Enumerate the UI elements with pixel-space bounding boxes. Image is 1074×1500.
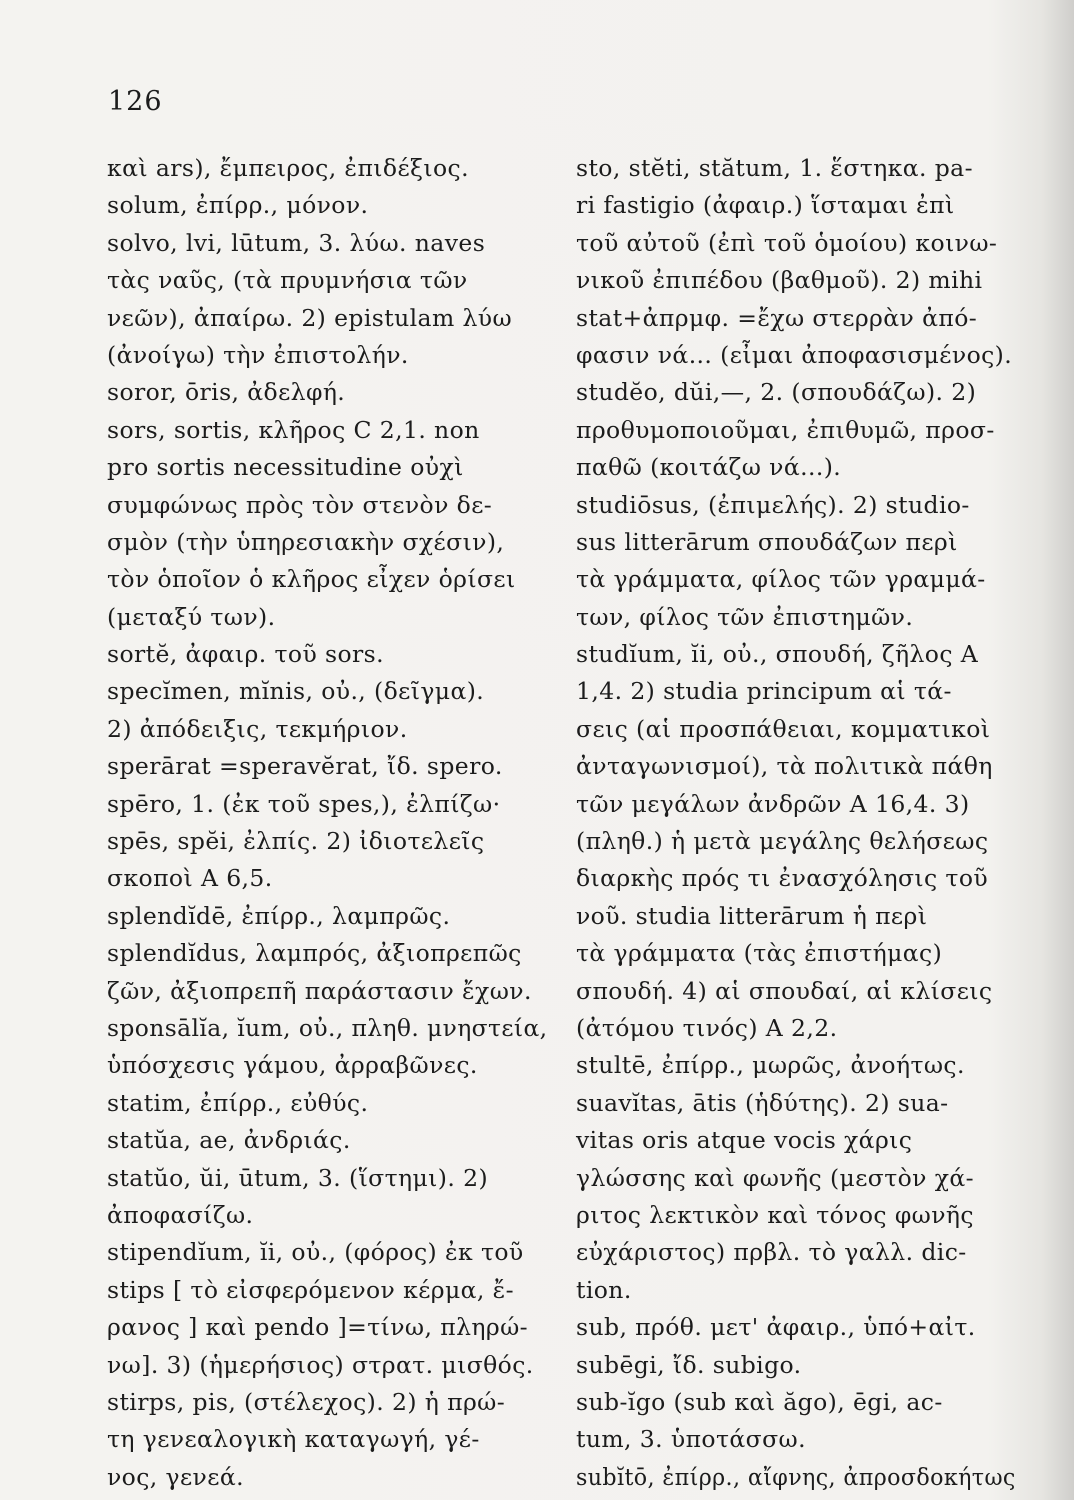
text-line: sto, stĕti, stătum, 1. ἕστηκα. pa- — [576, 154, 973, 182]
text-line: (ἀτόμου τινός) A 2,2. — [576, 1013, 838, 1042]
text-line: sus litterārum σπουδάζων περὶ — [576, 527, 958, 556]
text-line: 1,4. 2) studia principum αἱ τά- — [576, 677, 952, 706]
text-line: suavĭtas, ātis (ἡδύτης). 2) sua- — [576, 1088, 949, 1117]
text-line: statim, ἐπίρρ., εὐθύς. — [107, 1088, 369, 1117]
text-line: τῶν μεγάλων ἀνδρῶν A 16,4. 3) — [576, 789, 970, 818]
text-line: sortĕ, ἀφαιρ. τοῦ sors. — [107, 640, 384, 669]
text-line: παθῶ (κοιτάζω νά...). — [576, 453, 842, 482]
text-line: vitas oris atque vocis χάρις — [576, 1126, 913, 1155]
text-line: stultē, ἐπίρρ., μωρῶς, ἀνοήτως. — [576, 1051, 965, 1080]
text-line: soror, ōris, ἀδελφή. — [107, 378, 346, 407]
text-line: τὰς ναῦς, (τὰ πρυμνήσια τῶν — [107, 266, 468, 295]
text-line: sperārat =speravĕrat, ἴδ. spero. — [107, 752, 503, 781]
text-line: statŭo, ŭi, ūtum, 3. (ἵστημι). 2) — [107, 1163, 489, 1192]
text-line: σεις (αἱ προσπάθειαι, κομματικοὶ — [576, 714, 991, 743]
text-line: sub-ĭgo (sub καὶ ăgo), ēgi, ac- — [576, 1387, 943, 1416]
text-line: tion. — [576, 1275, 632, 1304]
text-line: stips [ τὸ εἰσφερόμενον κέρμα, ἔ- — [107, 1275, 515, 1304]
right-column — [576, 150, 1016, 1496]
text-line: τὰ γράμματα (τὰς ἐπιστήμας) — [576, 939, 943, 968]
text-line: διαρκὴς πρός τι ἐνασχόλησις τοῦ — [576, 864, 989, 893]
text-line: συμφώνως πρὸς τὸν στενὸν δε- — [107, 490, 493, 519]
text-line: ὑπόσχεσις γάμου, ἀρραβῶνες. — [107, 1051, 478, 1080]
text-line: τὰ γράμματα, φίλος τῶν γραμμά- — [576, 565, 986, 594]
text-line: (ἀνοίγω) τὴν ἐπιστολήν. — [107, 340, 409, 369]
text-line: τοῦ αὐτοῦ (ἐπὶ τοῦ ὁμοίου) κοινω- — [576, 228, 998, 257]
text-line: stat+ἀπρμφ. =ἔχω στερρὰν ἀπό- — [576, 303, 978, 332]
text-line: τη γενεαλογικὴ καταγωγή, γέ- — [107, 1425, 480, 1454]
text-line: νεῶν), ἀπαίρω. 2) epistulam λύω — [107, 303, 513, 332]
text-line: σπουδή. 4) αἱ σπουδαί, αἱ κλίσεις — [576, 976, 993, 1005]
text-line: εὐχάριστος) πρβλ. τὸ γαλλ. dic- — [576, 1238, 967, 1267]
text-line: tum, 3. ὑποτάσσω. — [576, 1425, 806, 1454]
text-line: προθυμοποιοῦμαι, ἐπιθυμῶ, προσ- — [576, 415, 995, 444]
text-line: studiōsus, (ἐπιμελής). 2) studio- — [576, 490, 970, 519]
text-line: καὶ ars), ἔμπειρος, ἐπιδέξιος. — [107, 154, 469, 182]
text-line: (πληθ.) ἡ μετὰ μεγάλης θελήσεως — [576, 827, 989, 856]
text-line: νικοῦ ἐπιπέδου (βαθμοῦ). 2) mihi — [576, 266, 983, 295]
text-line: statŭa, ae, ἀνδριάς. — [107, 1126, 351, 1155]
text-line: 2) ἀπόδειξις, τεκμήριον. — [107, 714, 408, 743]
text-line: sub, πρόθ. μετ' ἀφαιρ., ὑπό+αἰτ. — [576, 1313, 976, 1342]
text-line: νω]. 3) (ἡμερήσιος) στρατ. μισθός. — [107, 1350, 534, 1379]
page-number: 126 — [108, 86, 163, 117]
text-line: subēgi, ἴδ. subigo. — [576, 1350, 802, 1379]
text-line: spēs, spĕi, ἐλπίς. 2) ἰδιοτελεῖς — [107, 827, 485, 856]
text-line: studĕo, dŭi,—, 2. (σπουδάζω). 2) — [576, 378, 977, 407]
text-line: (μεταξύ των). — [107, 602, 276, 631]
text-line: σμὸν (τὴν ὑπηρεσιακὴν σχέσιν), — [107, 527, 505, 556]
text-line: studĭum, ĭi, οὐ., σπουδή, ζῆλος A — [576, 640, 979, 669]
text-line: splendĭdē, ἐπίρρ., λαμπρῶς. — [107, 901, 451, 930]
text-line: sors, sortis, κλῆρος C 2,1. non — [107, 415, 480, 444]
text-line: stipendĭum, ĭi, οὐ., (φόρος) ἐκ τοῦ — [107, 1238, 524, 1267]
text-line: solvo, lvi, lūtum, 3. λύω. naves — [107, 228, 486, 257]
text-line: subĭtō, ἐπίρρ., αἴφνης, ἀπροσδοκήτως — [576, 1462, 1016, 1491]
text-line: specĭmen, mĭnis, οὐ., (δεῖγμα). — [107, 677, 485, 706]
text-line: σκοποὶ A 6,5. — [107, 864, 273, 893]
text-line: γλώσσης καὶ φωνῆς (μεστὸν χά- — [576, 1163, 974, 1192]
text-line: των, φίλος τῶν ἐπιστημῶν. — [576, 602, 914, 631]
text-line: ri fastigio (ἀφαιρ.) ἵσταμαι ἐπὶ — [576, 191, 955, 220]
text-line: splendĭdus, λαμπρός, ἀξιοπρεπῶς — [107, 939, 522, 968]
text-line: solum, ἐπίρρ., μόνον. — [107, 191, 369, 220]
left-column — [107, 150, 547, 1496]
text-line: νος, γενεά. — [107, 1462, 244, 1491]
text-line: φασιν νά... (εἶμαι ἀποφασισμένος). — [576, 340, 1013, 369]
text-line: pro sortis necessitudine οὐχὶ — [107, 453, 464, 482]
text-line: ρανος ] καὶ pendo ]=τίνω, πληρώ- — [107, 1313, 528, 1342]
text-line: spēro, 1. (ἐκ τοῦ spes,), ἐλπίζω· — [107, 789, 501, 818]
text-line: ἀποφασίζω. — [107, 1200, 254, 1229]
text-line: sponsālĭa, ĭum, οὐ., πληθ. μνηστεία, — [107, 1013, 548, 1042]
text-line: ριτος λεκτικὸν καὶ τόνος φωνῆς — [576, 1200, 974, 1229]
text-line: ἀνταγωνισμοί), τὰ πολιτικὰ πάθη — [576, 752, 993, 781]
text-line: stirps, pis, (στέλεχος). 2) ἡ πρώ- — [107, 1387, 506, 1416]
text-line: ζῶν, ἀξιοπρεπῆ παράστασιν ἔχων. — [107, 976, 532, 1005]
text-line: τὸν ὁποῖον ὁ κλῆρος εἶχεν ὁρίσει — [107, 565, 516, 594]
text-line: νοῦ. studia litterārum ἡ περὶ — [576, 901, 928, 930]
